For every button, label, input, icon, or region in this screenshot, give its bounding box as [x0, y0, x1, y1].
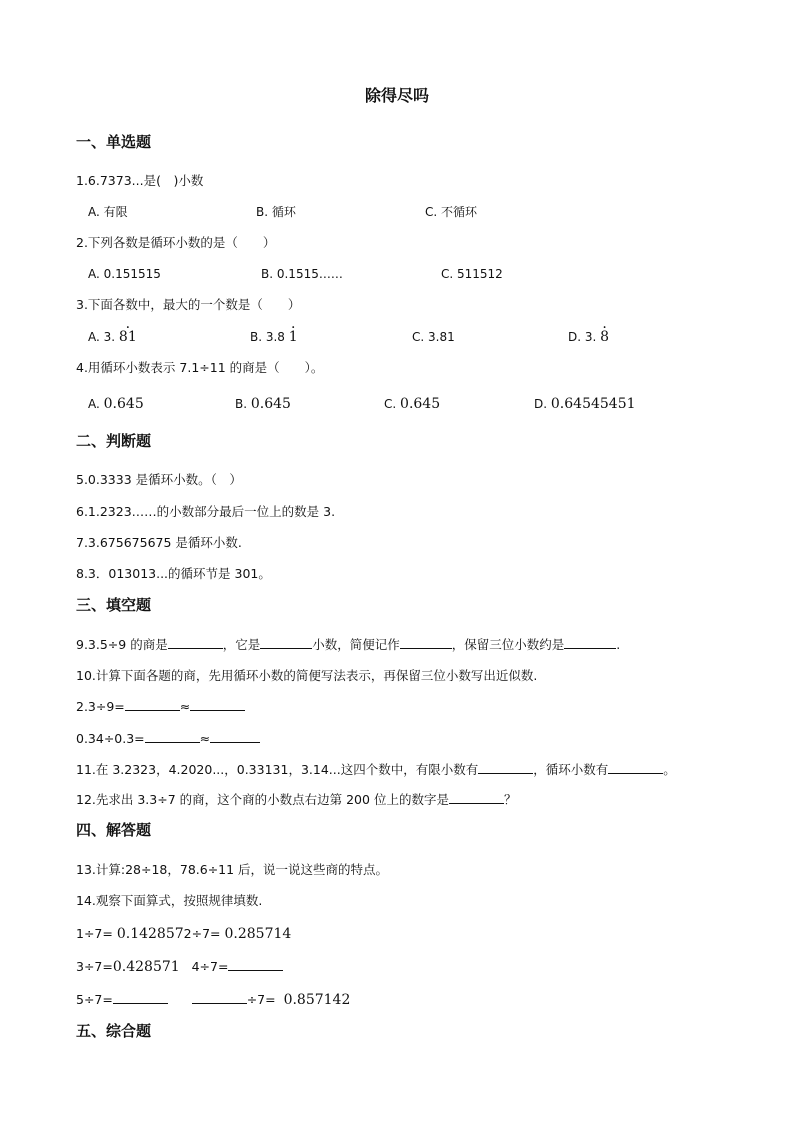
section-heading-fill-blank: 三、填空题 [76, 596, 152, 614]
q14-r2-blank[interactable] [228, 959, 283, 971]
q11-text-1: 11.在 3.2323，4.2020...，0.33131，3.14...这四个数中，有限小数有 [76, 762, 479, 777]
q4-a-value: 0.645 [103, 396, 144, 412]
q3-a-repeating-digits: · 81 [119, 329, 137, 345]
q9-text-2: ，它是 [222, 637, 261, 652]
q3-option-a [88, 329, 137, 345]
question-11 [76, 762, 676, 778]
q3-b-repeating-digit: · 1 [289, 329, 298, 345]
q3-option-c: C. 3.81 [412, 330, 455, 344]
q1-option-b: B. 循环 [256, 205, 296, 219]
q2-option-b: B. 0.1515…… [261, 267, 343, 281]
question-6: 6.1.2323……的小数部分最后一位上的数是 3. [76, 504, 336, 519]
q14-r3-blank-2[interactable] [192, 992, 247, 1004]
q3-b-prefix: B. 3.8 [250, 330, 285, 344]
question-10: 10.计算下面各题的商，先用循环小数的简便写法表示，再保留三位小数写出近似数. [76, 668, 538, 683]
section-heading-solve: 四、解答题 [76, 821, 152, 839]
q4-b-value: 0.645 [250, 396, 291, 412]
q4-a-label: A. [88, 397, 100, 411]
q2-option-a: A. 0.151515 [88, 267, 161, 281]
q12-blank[interactable] [449, 792, 504, 804]
q10-l2-approx: ≈ [199, 731, 211, 746]
q14-r2-expr-1: 3÷7= [76, 959, 113, 974]
q11-text-3: 。 [663, 762, 676, 777]
q4-d-value: 0.64545451 [550, 396, 636, 412]
q10-l2-prefix: 0.34÷0.3= [76, 731, 145, 746]
section-heading-single-choice: 一、单选题 [76, 133, 152, 151]
question-2: 2.下列各数是循环小数的是（ ） [76, 235, 276, 250]
q4-option-b [235, 396, 291, 412]
question-5: 5.0.3333 是循环小数。（ ） [76, 472, 242, 487]
q9-blank-4[interactable] [564, 637, 616, 649]
q9-text-4: ，保留三位小数约是 [451, 637, 565, 652]
q4-option-d [534, 396, 636, 412]
section-heading-true-false: 二、判断题 [76, 432, 152, 450]
q9-blank-1[interactable] [168, 637, 223, 649]
q2-option-c: C. 511512 [441, 267, 503, 281]
q3-a-prefix: A. 3. [88, 330, 116, 344]
q12-text-2: ？ [503, 792, 517, 807]
page-title: 除得尽吗 [364, 86, 429, 105]
q14-r1-expr-1: 1÷7= [76, 926, 113, 941]
q9-text-3: 小数，简便记作 [312, 637, 400, 652]
q9-blank-2[interactable] [260, 637, 312, 649]
q14-r1-result-1: 0.142857 [116, 926, 184, 942]
q3-option-d [568, 329, 609, 345]
question-4: 4.用循环小数表示 7.1÷11 的商是（ ）。 [76, 360, 324, 375]
q14-row-3 [76, 992, 350, 1008]
q14-r1-expr-2: 2÷7= [183, 926, 221, 941]
section-heading-comprehensive: 五、综合题 [76, 1022, 152, 1040]
q14-r2-expr-2: 4÷7= [191, 959, 229, 974]
q3-d-prefix: D. 3. [568, 330, 597, 344]
q9-text-5: . [616, 637, 621, 652]
q14-row-2 [76, 959, 283, 975]
question-1: 1.6.7373...是( )小数 [76, 173, 204, 188]
q4-c-label: C. [384, 397, 397, 411]
q1-option-a: A. 有限 [88, 205, 128, 219]
q4-d-label: D. [534, 397, 548, 411]
q9-text-1: 9.3.5÷9 的商是 [76, 637, 168, 652]
q10-l2-blank-approx[interactable] [210, 731, 260, 743]
q4-c-value: 0.645 [400, 396, 441, 412]
question-3: 3.下面各数中，最大的一个数是（ ） [76, 297, 301, 312]
q4-option-a [88, 396, 144, 412]
question-10-line-1 [76, 699, 245, 715]
question-10-line-2 [76, 731, 260, 747]
q14-row-1 [76, 926, 291, 942]
q9-blank-3[interactable] [400, 637, 452, 649]
q14-r3-expr-1: 5÷7= [76, 992, 113, 1007]
q10-l2-blank-exact[interactable] [145, 731, 200, 743]
q4-b-label: B. [235, 397, 248, 411]
q14-r2-result-1: 0.428571 [112, 959, 180, 975]
question-12 [76, 792, 516, 808]
question-9 [76, 637, 620, 653]
q10-l1-prefix: 2.3÷9= [76, 699, 125, 714]
question-7: 7.3.675675675 是循环小数. [76, 535, 242, 550]
q4-option-c [384, 396, 440, 412]
q10-l1-approx: ≈ [179, 699, 191, 714]
question-14: 14.观察下面算式，按照规律填数. [76, 893, 263, 908]
q11-blank-1[interactable] [478, 762, 533, 774]
q14-r3-result: 0.857142 [283, 992, 351, 1008]
q14-r3-blank-1[interactable] [113, 992, 168, 1004]
q12-text-1: 12.先求出 3.3÷7 的商，这个商的小数点右边第 200 位上的数字是 [76, 792, 449, 807]
q10-l1-blank-approx[interactable] [190, 699, 245, 711]
q11-blank-2[interactable] [608, 762, 663, 774]
q1-option-c: C. 不循环 [425, 205, 478, 219]
question-8: 8.3．013013...的循环节是 301。 [76, 566, 271, 581]
q10-l1-blank-exact[interactable] [125, 699, 180, 711]
q11-text-2: ，循环小数有 [533, 762, 609, 777]
q14-r1-result-2: 0.285714 [224, 926, 292, 942]
q3-option-b [250, 329, 298, 345]
q3-d-repeating-digit: · 8 [600, 329, 609, 345]
question-13: 13.计算:28÷18，78.6÷11 后，说一说这些商的特点。 [76, 862, 389, 877]
q14-r3-expr-2: ÷7= [246, 992, 276, 1007]
